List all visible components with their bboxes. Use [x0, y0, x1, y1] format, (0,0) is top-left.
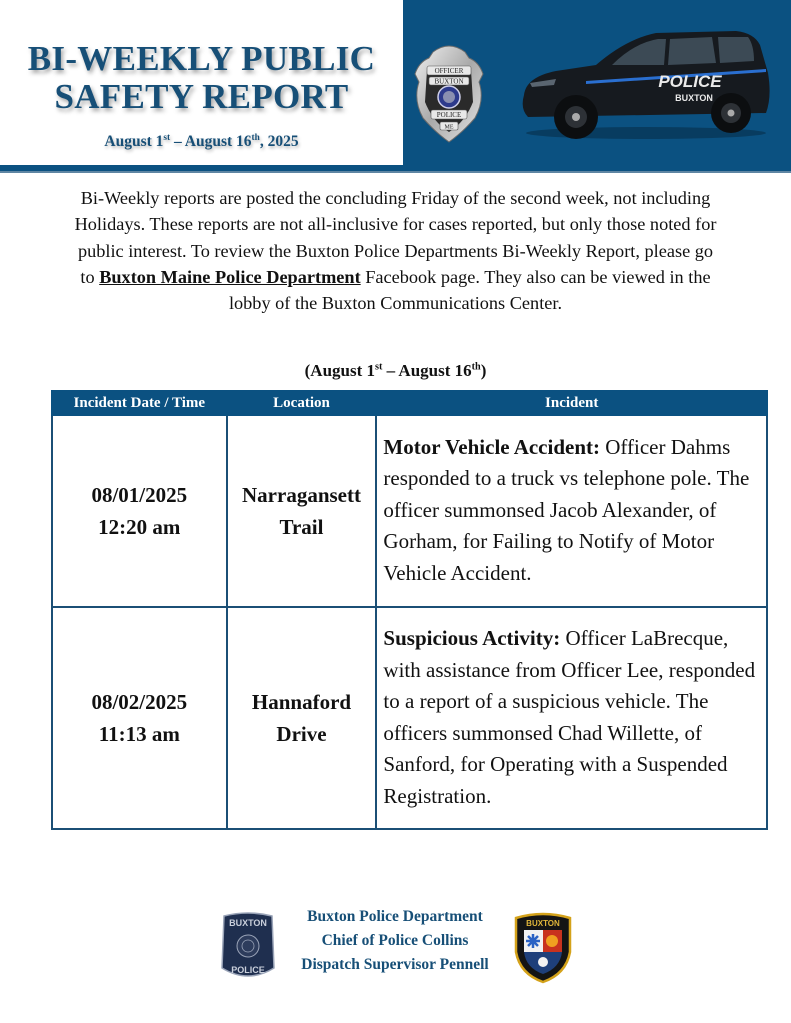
table-row	[52, 415, 767, 607]
report-title	[0, 40, 403, 116]
incident-location	[227, 415, 377, 607]
car-police-text: POLICE	[658, 72, 722, 91]
police-car-image	[516, 25, 776, 145]
incident-date-time	[52, 415, 227, 607]
range-start-suffix: st	[375, 361, 383, 373]
location-line-2: Drive	[276, 722, 327, 746]
incident-text: Officer LaBrecque, with assistance from Officer Lee, responded to a report of a suspicious vehicle. The officers summonsed Chad Willette, of Sanford, for Operating with a Suspended Registration.	[383, 626, 756, 808]
title-line-1: BI-WEEKLY PUBLIC	[27, 39, 376, 78]
incidents-table	[51, 390, 768, 830]
subtitle-end: – August 16	[170, 133, 252, 150]
range-end-suffix: th	[471, 361, 481, 373]
car-town-text: BUXTON	[675, 93, 713, 103]
range-start: (August 1	[304, 361, 375, 380]
facebook-page-link[interactable]: Buxton Maine Police Department	[99, 266, 361, 287]
title-line-2: SAFETY REPORT	[54, 77, 349, 116]
incident-location	[227, 607, 377, 829]
incident-description	[376, 415, 767, 607]
shield-top-text: BUXTON	[526, 919, 560, 928]
table-date-range	[0, 361, 791, 381]
svg-text:ME: ME	[444, 124, 454, 131]
badge-officer-text: OFFICER	[434, 67, 464, 75]
table-header-row	[52, 391, 767, 415]
subtitle-start: August 1	[104, 133, 164, 150]
intro-text-start: Bi-Weekly reports are posted the concluding Friday of the second week, not including Holidays. These reports are not all-inclusive for cases reported, but only those noted for public interest. To review the Buxton Police Departments Bi-Weekly Report, please go to	[74, 188, 717, 287]
incident-description	[376, 607, 767, 829]
header-title-panel	[0, 0, 403, 165]
location-line-1: Narragansett	[242, 483, 361, 507]
column-header-location: Location	[227, 391, 377, 415]
patch-bottom-text: POLICE	[231, 965, 265, 975]
svg-text:BUXTON: BUXTON	[434, 77, 464, 86]
subtitle-year: , 2025	[259, 133, 299, 150]
incident-type: Motor Vehicle Accident:	[383, 434, 600, 459]
footer-department: Buxton Police Department	[307, 908, 483, 925]
police-patch-icon	[220, 910, 276, 982]
footer-dispatch-supervisor: Dispatch Supervisor Pennell	[301, 956, 489, 973]
subtitle-start-suffix: st	[163, 132, 171, 143]
emergency-communications-shield-icon	[512, 912, 574, 984]
intro-paragraph	[70, 185, 721, 316]
incident-date-time	[52, 607, 227, 829]
table-row	[52, 607, 767, 829]
incident-time: 12:20 am	[98, 515, 181, 539]
location-line-2: Trail	[279, 515, 324, 539]
column-header-date-time: Incident Date / Time	[52, 391, 227, 415]
patch-top-text: BUXTON	[229, 918, 267, 928]
incident-date: 08/02/2025	[91, 690, 188, 714]
header-divider	[0, 165, 791, 173]
svg-text:POLICE: POLICE	[436, 111, 462, 119]
incident-text: Officer Dahms responded to a truck vs telephone pole. The officer summonsed Jacob Alexander, of Gorham, for Failing to Notify of Motor Vehicle Accident.	[383, 434, 750, 585]
location-line-1: Hannaford	[251, 690, 352, 714]
range-end: – August 16	[382, 361, 472, 380]
column-header-incident: Incident	[376, 391, 767, 415]
range-close: )	[480, 361, 487, 380]
report-header	[0, 0, 791, 175]
report-date-range	[0, 133, 403, 151]
incident-type: Suspicious Activity:	[383, 626, 561, 650]
incident-date: 08/01/2025	[91, 483, 188, 507]
subtitle-end-suffix: th	[251, 132, 260, 143]
police-badge-icon	[413, 40, 485, 144]
footer-contact	[280, 905, 510, 977]
incident-time: 11:13 am	[98, 722, 180, 746]
intro-text-end: Facebook page. They also can be viewed in the lobby of the Buxton Communications Center.	[228, 266, 711, 314]
footer-chief: Chief of Police Collins	[321, 932, 469, 949]
